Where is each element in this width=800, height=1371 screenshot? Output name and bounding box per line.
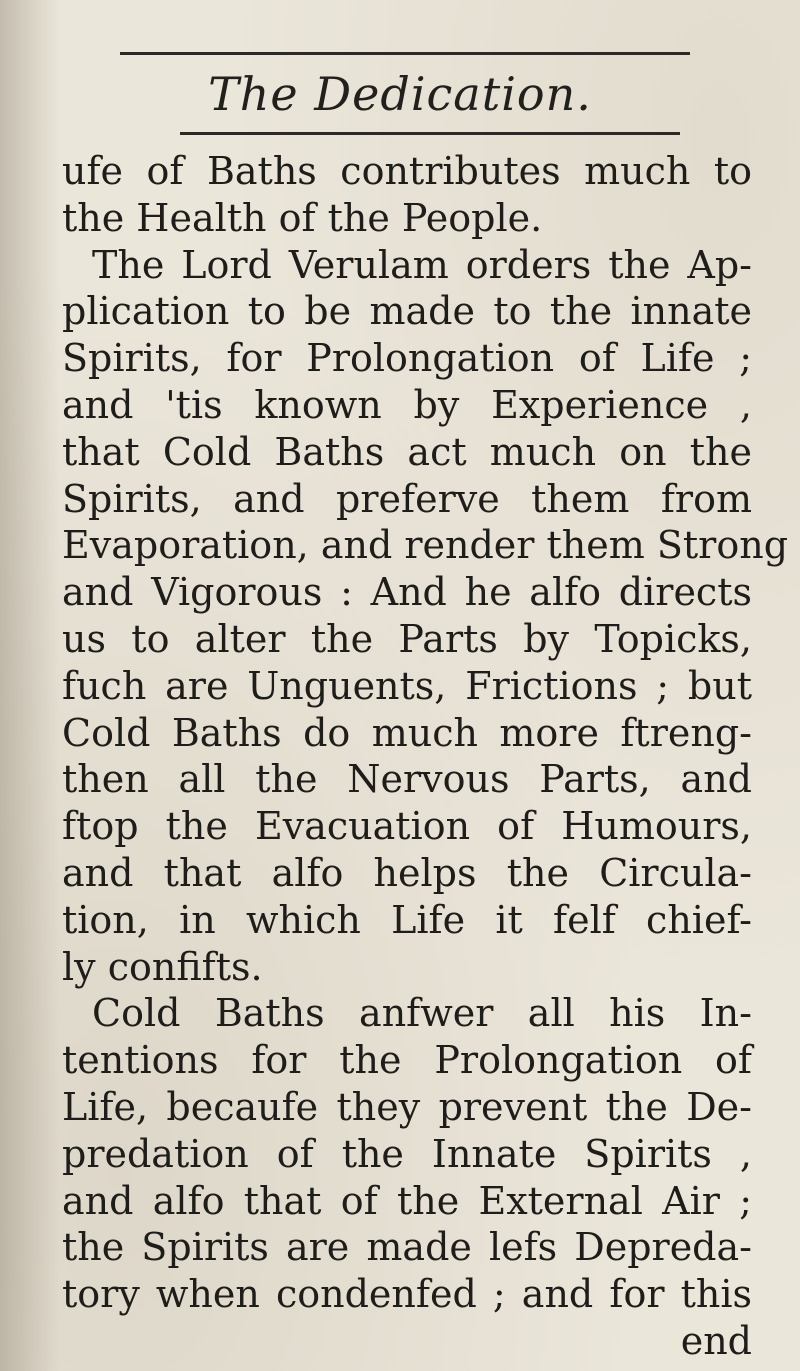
text-line: Cold Baths anfwer all his In- [92,991,752,1036]
text-line: ftop the Evacuation of Humours, [62,804,752,849]
body-text [62,148,789,1365]
text-line: tentions for the Prolongation of [62,1038,752,1083]
text-line: and alfo that of the External Air ; [62,1178,752,1223]
text-line: Evaporation, and render them Strong [62,523,789,568]
text-line: predation of the Innate Spirits , [62,1131,752,1176]
text-line: Cold Baths do much more ftreng- [62,710,752,755]
text-line: that Cold Baths act much on the [62,429,752,474]
text-line: and that alfo helps the Circula- [62,850,752,895]
text-line: plication to be made to the innate [62,289,752,334]
text-line: us to alter the Parts by Topicks, [62,616,752,661]
text-line: and 'tis known by Experience , [62,382,752,427]
text-line: The Lord Verulam orders the Ap- [92,242,752,287]
header-rule [180,132,680,135]
page-header: The Dedication. [208,67,592,121]
text-line: ufe of Baths contributes much to [62,149,752,193]
text-line: ly confifts. [62,944,263,989]
text-line: tion, in which Life it felf chief- [62,897,752,942]
text-line: the Health of the People. [62,195,543,240]
top-rule [120,52,690,55]
text-line: then all the Nervous Parts, and [62,757,752,802]
catchword: end [680,1318,752,1363]
text-line: the Spirits are made lefs Depreda- [62,1225,752,1270]
text-line: Spirits, for Prolongation of Life ; [62,336,752,381]
text-line: and Vigorous : And he alfo directs [62,570,752,615]
text-line: fuch are Unguents, Frictions ; but [62,663,752,708]
text-line: Spirits, and preferve them from [62,476,752,521]
text-line: tory when condenfed ; and for this [62,1272,752,1317]
page-edge-shadow [0,0,60,1371]
text-line: Life, becaufe they prevent the De- [62,1084,752,1129]
